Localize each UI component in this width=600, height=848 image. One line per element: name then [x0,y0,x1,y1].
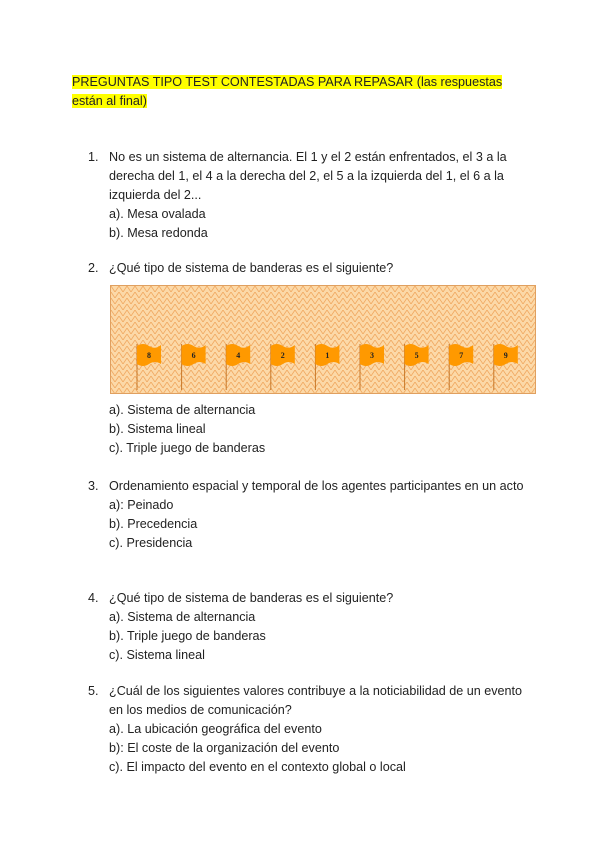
question-number: 5. [88,684,99,698]
option-a: a). Sistema de alternancia [109,403,256,417]
question-5 [88,682,528,777]
option-b: b). Precedencia [109,517,198,531]
question-1 [88,148,528,243]
flag-background [111,286,535,393]
flag-diagram-svg [111,286,535,393]
option-c: c). El impacto del evento en el contexto global o local [109,760,406,774]
flag-label: 8 [147,351,151,360]
option-b: b). Sistema lineal [109,422,206,436]
flag-label: 1 [325,351,330,360]
question-stem: Ordenamiento espacial y temporal de los agentes participantes en un acto [109,479,524,493]
flag-label: 3 [370,351,374,360]
question-number: 3. [88,479,99,493]
option-a: a): Peinado [109,498,174,512]
page-title [72,73,512,111]
question-number: 2. [88,261,99,275]
flag-label: 5 [414,351,419,360]
option-a: a). La ubicación geográfica del evento [109,722,322,736]
question-number: 1. [88,150,99,164]
option-b: b). Triple juego de banderas [109,629,266,643]
title-text: PREGUNTAS TIPO TEST CONTESTADAS PARA REPASAR (las respuestas están al final) [72,75,503,108]
flag-label: 4 [236,351,241,360]
question-stem: ¿Qué tipo de sistema de banderas es el siguiente? [109,261,394,275]
question-number: 4. [88,591,99,605]
question-2-options [88,401,528,458]
option-a: a). Sistema de alternancia [109,610,256,624]
flag-label: 6 [191,351,196,360]
flag-label: 9 [503,351,508,360]
option-b: b): El coste de la organización del evento [109,741,340,755]
option-a: a). Mesa ovalada [109,207,206,221]
question-stem: ¿Cuál de los siguientes valores contribuye a la noticiabilidad de un evento en los medios de comunicación? [109,684,523,717]
question-3 [88,477,528,553]
flag-diagram [110,285,536,394]
option-c: c). Presidencia [109,536,193,550]
question-stem: No es un sistema de alternancia. El 1 y el 2 están enfrentados, el 3 a la derecha del 1, el 4 a la derecha del 2, el 5 a la izquierda del 1, el 6 a la izquierda del 2... [109,150,507,202]
flag-label: 2 [280,351,285,360]
question-4 [88,589,528,665]
question-2 [88,259,528,278]
question-stem: ¿Qué tipo de sistema de banderas es el siguiente? [109,591,394,605]
option-b: b). Mesa redonda [109,226,208,240]
option-c: c). Triple juego de banderas [109,441,266,455]
flag-label: 7 [459,351,464,360]
option-c: c). Sistema lineal [109,648,205,662]
